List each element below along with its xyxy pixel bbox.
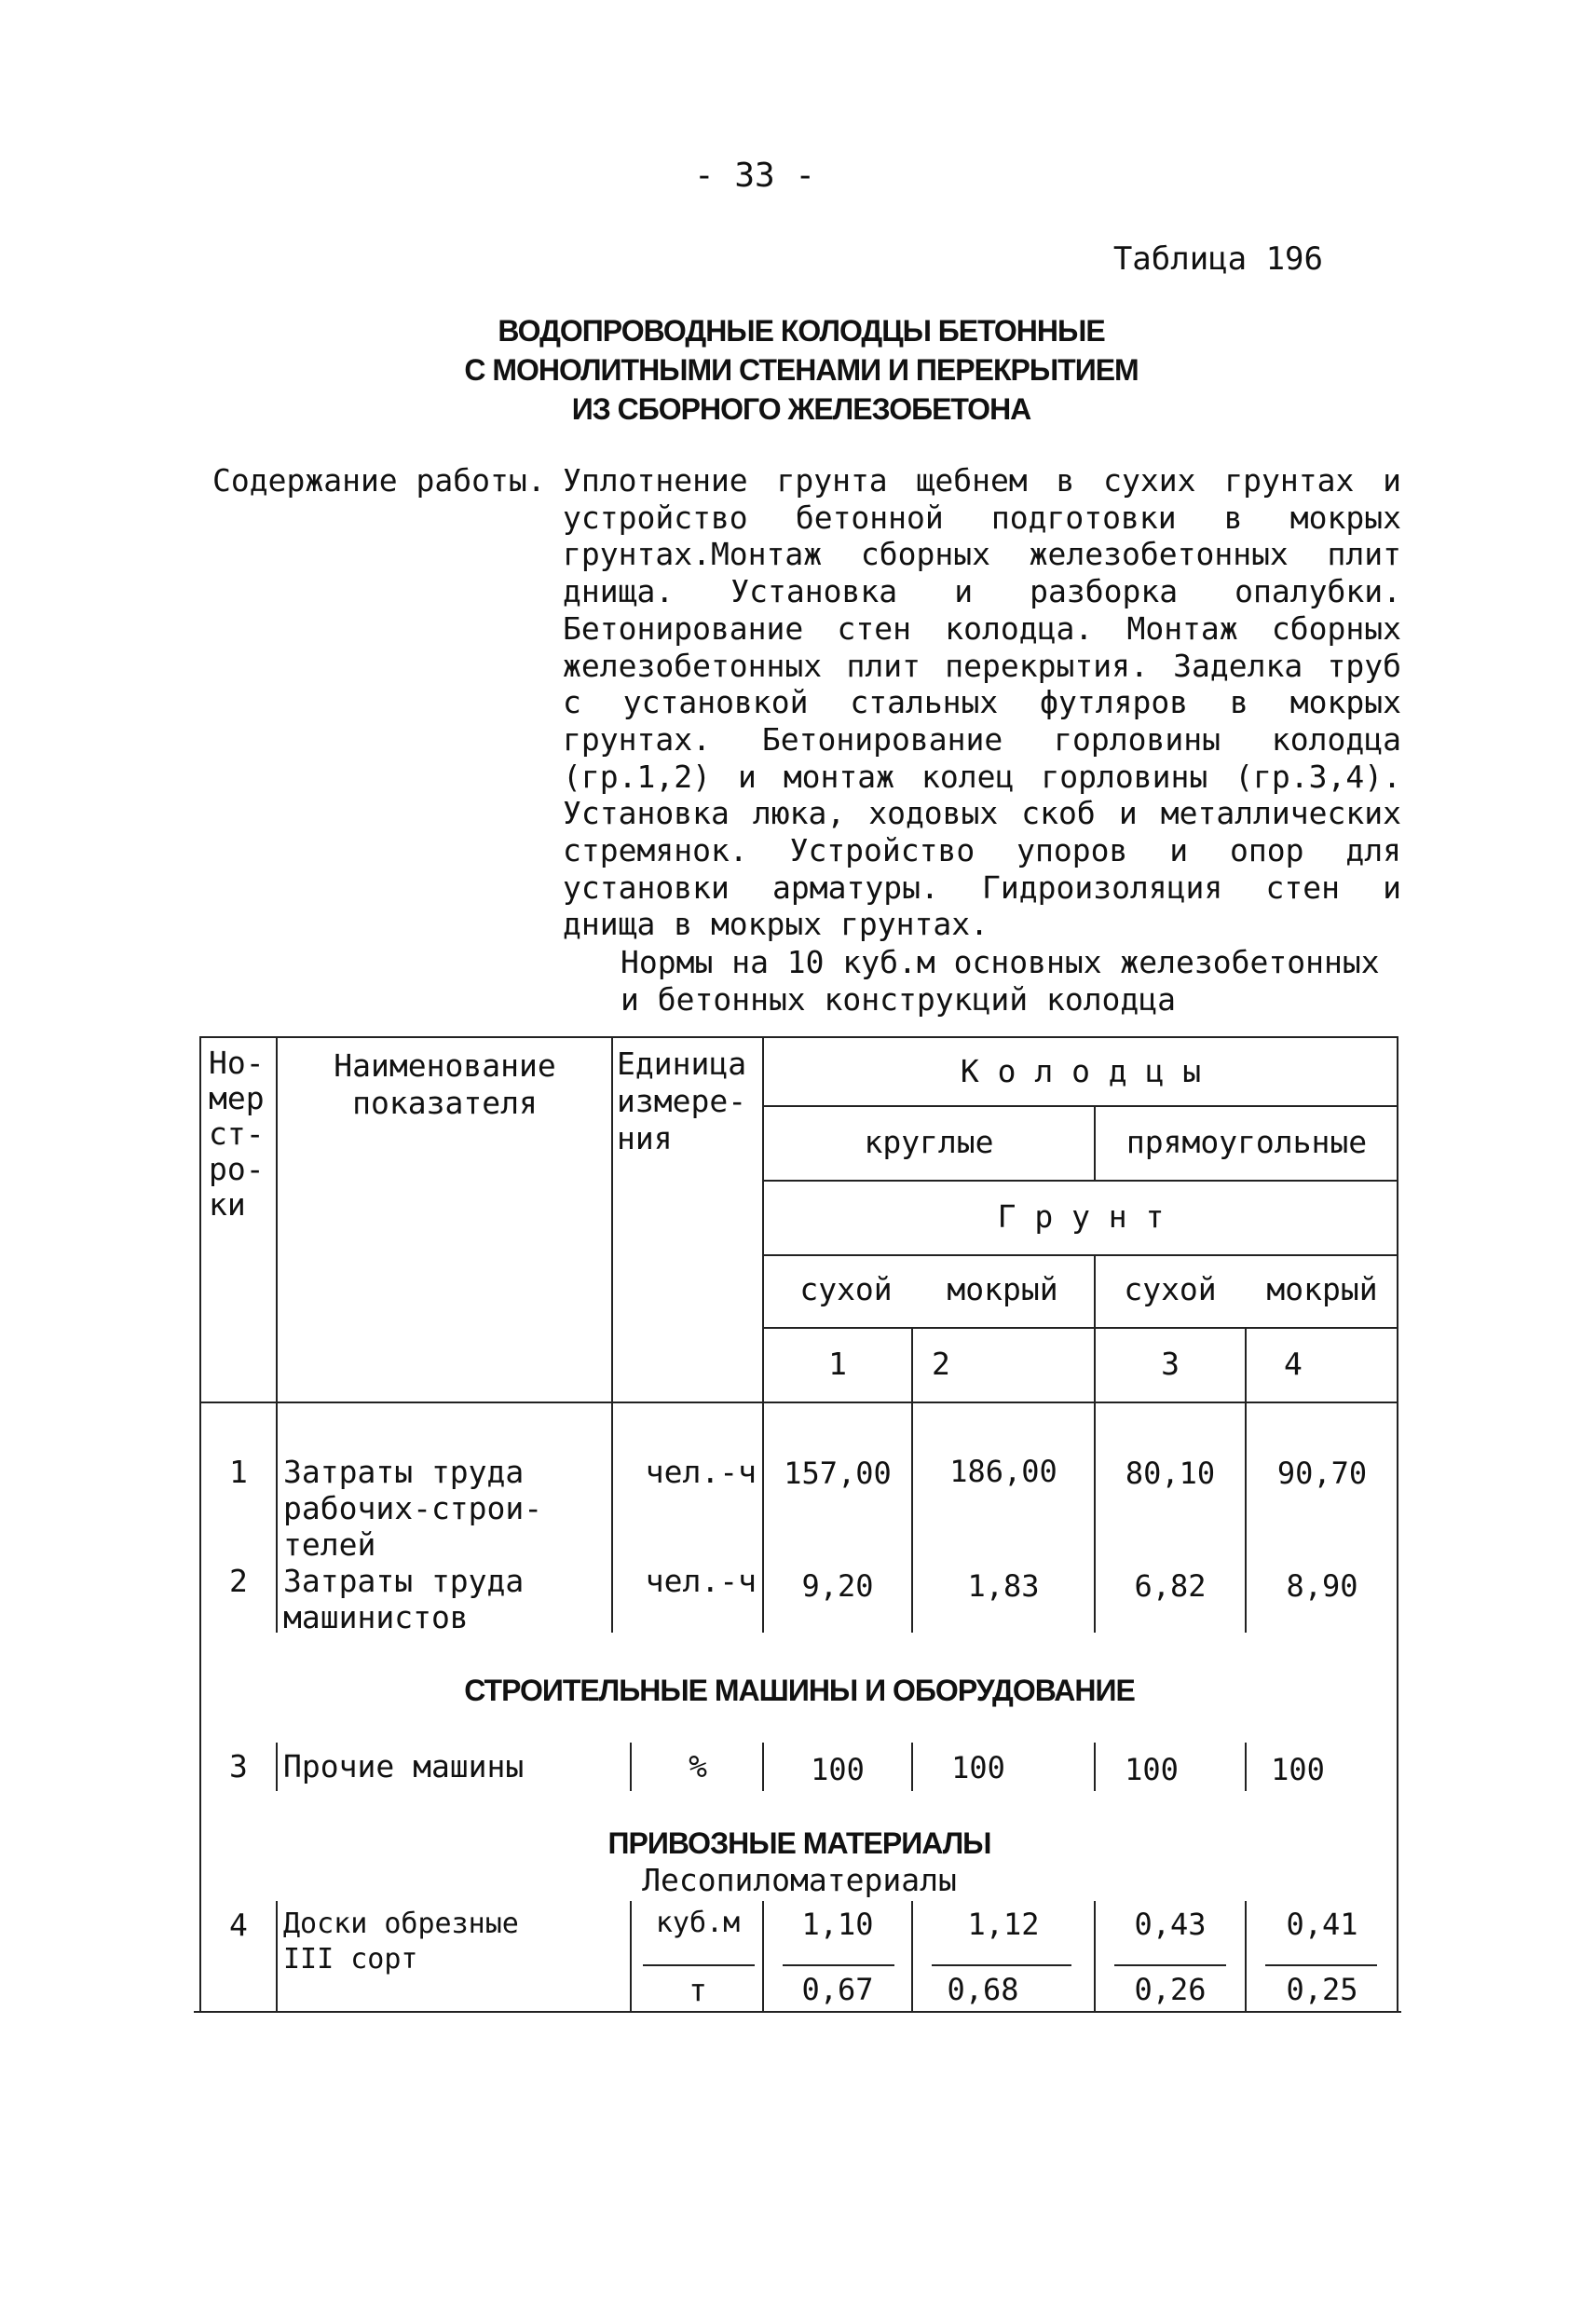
header-unit: Единица измере- ния — [617, 1046, 747, 1156]
row-indicator-name: Прочие машины — [283, 1748, 525, 1785]
value-col-2: 1,12 — [967, 1907, 1040, 1942]
row-indicator-name: Доски обрезные III сорт — [283, 1908, 519, 1976]
norms-line-1: Нормы на 10 куб.м основных железобетонных — [621, 944, 1380, 980]
header-indicator-name: Наименование показателя — [334, 1047, 556, 1121]
table-label: Таблица 196 — [1112, 240, 1323, 278]
col-sep-no — [276, 1743, 278, 1791]
col-sep-no — [276, 1036, 278, 1633]
header-dry-round: сухой — [799, 1271, 893, 1307]
value-col-3: 100 — [1125, 1752, 1179, 1787]
value-col-2: 186,00 — [949, 1454, 1057, 1489]
col-number-4: 4 — [1284, 1346, 1303, 1382]
header-round: круглые — [864, 1124, 994, 1160]
table-rule — [762, 1105, 1398, 1107]
row-number: 2 — [229, 1563, 248, 1599]
table-top-border — [199, 1036, 1398, 1038]
table-rule — [762, 1254, 1398, 1256]
row-unit: чел.-ч — [645, 1563, 757, 1599]
header-wet-rect: мокрый — [1266, 1271, 1378, 1307]
value-divider — [1265, 1964, 1377, 1966]
value-col-1: 100 — [811, 1752, 865, 1787]
value-col-4: 100 — [1271, 1752, 1325, 1787]
row-number: 1 — [229, 1454, 248, 1490]
value-col-2-mass: 0,68 — [947, 1972, 1019, 2007]
value-col-4: 0,41 — [1286, 1907, 1358, 1942]
row-unit-primary: куб.м — [655, 1907, 741, 1939]
col-sep-no — [276, 1901, 278, 2011]
row-unit: % — [689, 1748, 707, 1785]
value-col-1: 157,00 — [784, 1456, 892, 1491]
table-bottom-border — [194, 2011, 1401, 2013]
title-line-2: С МОНОЛИТНЫМИ СТЕНАМИ И ПЕРЕКРЫТИЕМ — [464, 353, 1139, 387]
row-number: 4 — [229, 1907, 248, 1943]
col-number-2: 2 — [932, 1346, 950, 1382]
value-col-3: 0,43 — [1134, 1907, 1207, 1942]
header-soil: Г р у н т — [997, 1198, 1165, 1235]
value-col-4-mass: 0,25 — [1286, 1972, 1358, 2007]
col-sep-name — [630, 1743, 632, 1791]
title-line-1: ВОДОПРОВОДНЫЕ КОЛОДЦЫ БЕТОННЫЕ — [498, 314, 1105, 348]
col-number-1: 1 — [828, 1346, 847, 1382]
row-indicator-name: Затраты труда рабочих-строи- телей — [283, 1454, 543, 1563]
value-col-1: 1,10 — [801, 1907, 874, 1942]
table-rule — [762, 1327, 1398, 1329]
header-bottom-rule — [199, 1402, 1398, 1403]
value-divider — [932, 1964, 1071, 1966]
page-number: - 33 - — [693, 157, 816, 195]
subsection-heading-lumber: Лесопиломатериалы — [642, 1862, 957, 1898]
header-wells: К о л о д ц ы — [960, 1053, 1202, 1089]
work-content-text: Уплотнение грунта щебнем в сухих грунтах и устройство бетонной подготовки в мокрых грунтах.Монтаж сборных железобетонных плит днища. Установка и разборка опалубки. Бетонирование стен колодца. Монтаж сборных железобетонных плит перекрытия. Заделка труб с установкой стальных футляров в мокрых грунтах. Бетонирование горловины колодца (гр.1,2) и монтаж колец горловины (гр.3,4). Установка люка, ходовых скоб и металлических стремянок. Устройство упоров и опор для установки арматуры. Гидроизоляция стен и днища в мокрых грунтах. — [563, 462, 1401, 943]
title-line-3: ИЗ СБОРНОГО ЖЕЛЕЗОБЕТОНА — [571, 392, 1031, 426]
value-divider — [783, 1964, 894, 1966]
value-col-2: 100 — [951, 1750, 1005, 1785]
value-col-1: 9,20 — [801, 1568, 874, 1604]
value-col-4: 8,90 — [1286, 1568, 1358, 1604]
section-heading-materials: ПРИВОЗНЫЕ МАТЕРИАЛЫ — [607, 1826, 991, 1860]
header-rectangular: прямоугольные — [1125, 1124, 1368, 1160]
section-heading-machines: СТРОИТЕЛЬНЫЕ МАШИНЫ И ОБОРУДОВАНИЕ — [464, 1674, 1135, 1707]
work-content-label: Содержание работы. — [212, 462, 546, 499]
unit-divider — [643, 1964, 755, 1966]
header-wet-round: мокрый — [947, 1271, 1058, 1307]
header-dry-rect: сухой — [1124, 1271, 1217, 1307]
row-indicator-name: Затраты труда машинистов — [283, 1563, 525, 1635]
document-title — [401, 311, 1202, 429]
value-col-3: 80,10 — [1125, 1456, 1216, 1491]
col-number-3: 3 — [1161, 1346, 1180, 1382]
value-col-2: 1,83 — [967, 1568, 1040, 1604]
value-col-1-mass: 0,67 — [801, 1972, 874, 2007]
row-number: 3 — [229, 1748, 248, 1785]
col-sep-name — [630, 1901, 632, 2011]
value-col-4: 90,70 — [1276, 1456, 1368, 1491]
col-sep-name — [611, 1036, 613, 1633]
value-col-3: 6,82 — [1134, 1568, 1207, 1604]
header-row-number: Но- мер ст- ро- ки — [209, 1045, 265, 1223]
norms-line-2: и бетонных конструкций колодца — [621, 981, 1177, 1018]
row-unit: чел.-ч — [645, 1454, 757, 1490]
value-col-3-mass: 0,26 — [1134, 1972, 1207, 2007]
row-unit-secondary: т — [689, 1972, 707, 2008]
table-rule — [762, 1180, 1398, 1182]
value-divider — [1114, 1964, 1226, 1966]
norms-caption — [621, 944, 1412, 1019]
